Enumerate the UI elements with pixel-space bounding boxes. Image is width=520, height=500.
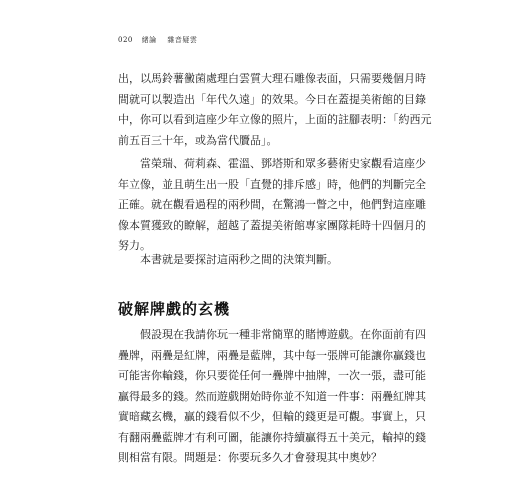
text-line: 有翻兩疊藍牌才有利可圖，能讓你持續贏得五十美元，輸掉的錢 <box>118 430 426 444</box>
section-paragraph <box>118 325 426 469</box>
text-line: 假設現在我請你玩一種非常簡單的賭博遊戲。在你面前有四 <box>140 328 426 341</box>
text-line: 疊牌，兩疊是紅牌，兩疊是藍牌，其中每一張牌可能讓你贏錢也 <box>118 348 426 362</box>
text-line: 實暗藏玄機，贏的錢看似不少，但輸的錢更是可觀。事實上，只 <box>118 410 426 423</box>
section-label: 緒論 <box>141 36 157 44</box>
text-line: 則相當有限。問題是：你要玩多久才會發現其中奧妙？ <box>118 451 382 464</box>
chapter-title: 雜音疑雲 <box>167 36 198 44</box>
page-number: 020 <box>118 36 133 44</box>
paragraph-3 <box>118 250 418 271</box>
text-line: 正確。就在觀看過程的兩秒間，在驚鴻一瞥之中，他們對這座雕 <box>118 198 426 211</box>
text-line: 可能害你輸錢，你只要從任何一疊牌中抽牌，一次一張，盡可能 <box>118 369 426 382</box>
text-line: 年立像，並且萌生出一股「直覺的排斥感」時，他們的判斷完全 <box>118 177 426 191</box>
text-line: 間就可以製造出「年代久遠」的效果。今日在蓋提美術館的目錄 <box>118 92 426 106</box>
section-heading: 破解牌戲的玄機 <box>118 300 231 318</box>
paragraph-2 <box>118 154 426 257</box>
paragraph-1 <box>118 69 432 151</box>
text-line: 像本質獲致的瞭解，超越了蓋提美術館專家團隊耗時十四個月的 <box>118 218 426 232</box>
text-line: 中，你可以看到這座少年立像的照片，上面的註腳表明：「約西元 <box>118 113 432 126</box>
text-line: 努力。 <box>118 239 151 252</box>
text-line: 當榮瑞、荷莉森、霍溫、鄧塔斯和眾多藝術史家觀看這座少 <box>140 157 426 170</box>
text-line: 出，以馬鈴薯黴菌處理白雲質大理石雕像表面，只需要幾個月時 <box>118 72 426 85</box>
text-line: 本書就是要探討這兩秒之間的決策判斷。 <box>140 253 338 266</box>
text-line: 前五百三十年，或為當代贗品」。 <box>118 133 278 147</box>
text-line: 贏得最多的錢。然而遊戲開始時你並不知道一件事：兩疊紅牌其 <box>118 389 426 403</box>
running-head <box>118 35 197 45</box>
